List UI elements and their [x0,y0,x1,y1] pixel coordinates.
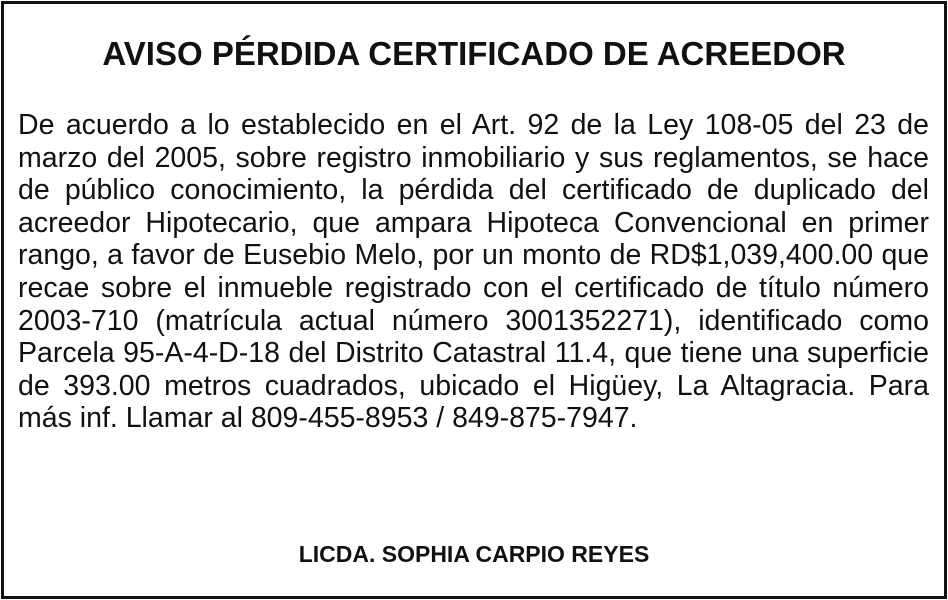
notice-box [1,1,947,599]
notice-title: AVISO PÉRDIDA CERTIFICADO DE ACREEDOR [102,35,846,72]
signature: LICDA. SOPHIA CARPIO REYES [298,541,650,567]
notice-body: De acuerdo a lo establecido en el Art. 92 de la Ley 108-05 del 23 de marzo del 2005, sobre registro inmobiliario y sus reglamentos, se hace de público conocimiento, la pérdida del certificado de duplicado del acreedor Hipotecario, que ampara Hipoteca Convencional en primer rango, a favor de Eusebio Melo, por un monto de RD$1,039,400.00 que recae sobre el inmueble registrado con el certificado de título número 2003-710 (matrícula actual número 3001352271), identificado como Parcela 95-A-4-D-18 del Distrito Catastral 11.4, que tiene una superficie de 393.00 metros cuadrados, ubicado el Higüey, La Altagracia. Para más inf. Llamar al 809-455-8953 / 849-875-7947. [18,109,929,435]
